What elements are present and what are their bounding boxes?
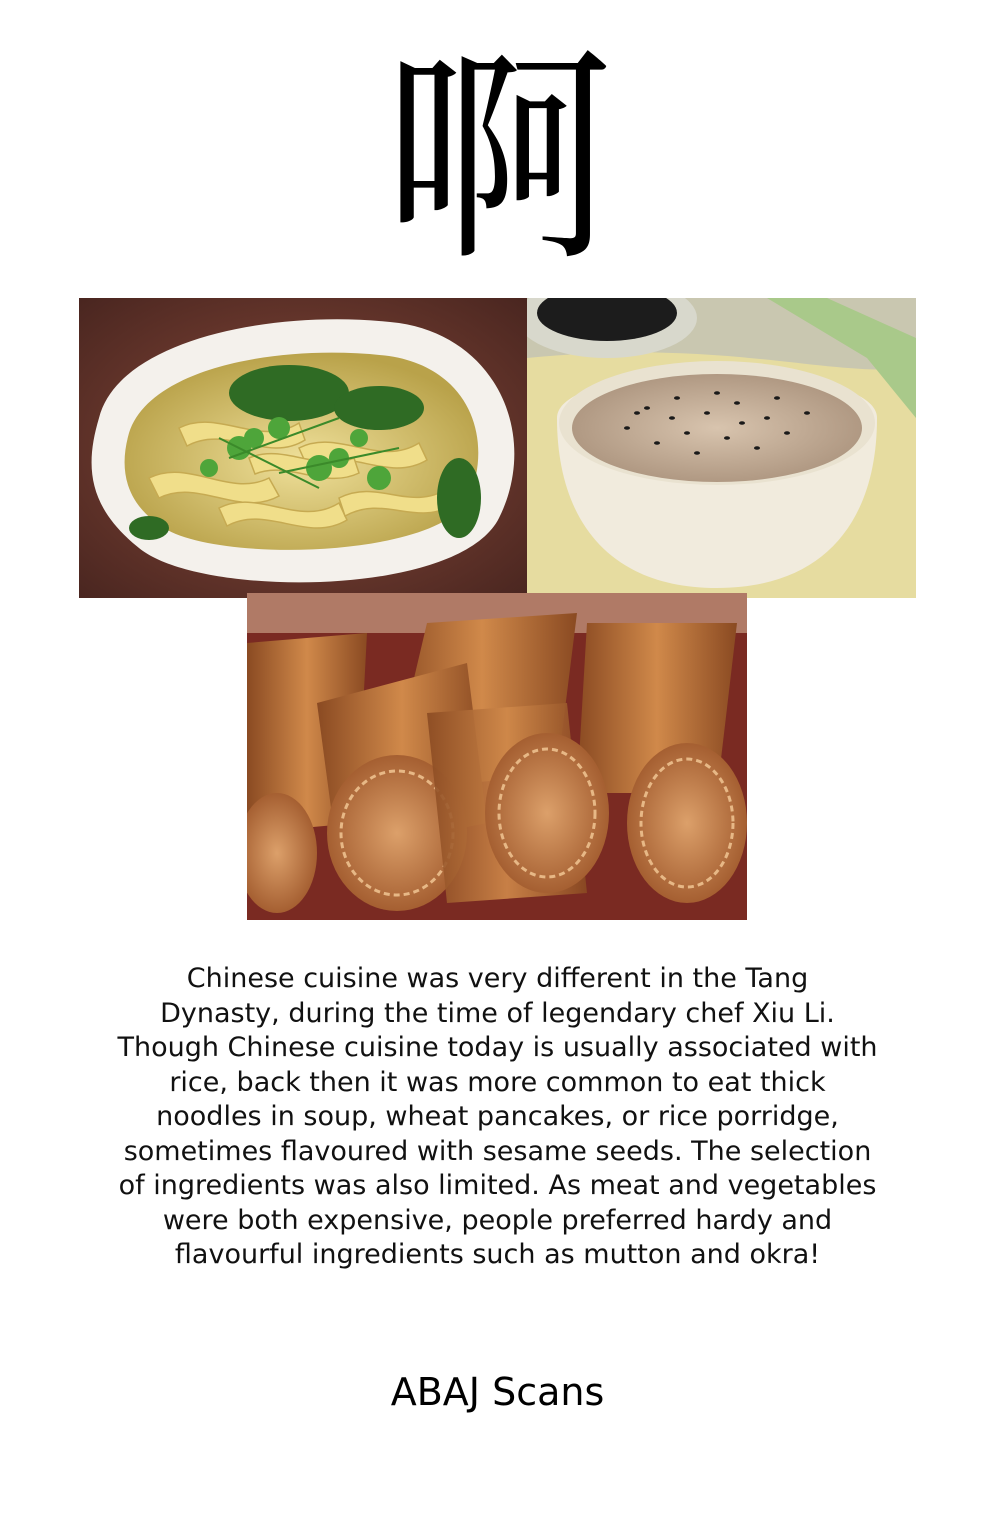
caption-line: noodles in soup, wheat pancakes, or rice porridge, (156, 1101, 839, 1132)
caption-line: sometimes flavoured with sesame seeds. The selection (123, 1135, 872, 1167)
caption-line: flavourful ingredients such as mutton and okra! (174, 1239, 821, 1270)
sesame-porridge-photo (527, 298, 916, 598)
noodle-soup-image (79, 298, 527, 598)
scanlation-credit: ABAJ Scans (390, 1370, 605, 1414)
caption-line: Chinese cuisine was very different in the Tang (186, 963, 809, 994)
caption-line: of ingredients was also limited. As meat and vegetables (118, 1170, 877, 1201)
caption-text (60, 962, 935, 1273)
caption-line: Dynasty, during the time of legendary chef Xiu Li. (160, 997, 835, 1029)
sesame-porridge-image (527, 298, 916, 598)
noodle-soup-photo (79, 298, 527, 598)
wheat-pancakes-image (247, 593, 747, 920)
caption-line: rice, back then it was more common to eat thick (169, 1066, 826, 1098)
caption-line: Though Chinese cuisine today is usually associated with (117, 1032, 878, 1063)
wheat-pancakes-photo (247, 593, 747, 920)
caption-line: were both expensive, people preferred hardy and (162, 1204, 833, 1236)
title-character: 啊 (382, 26, 613, 293)
